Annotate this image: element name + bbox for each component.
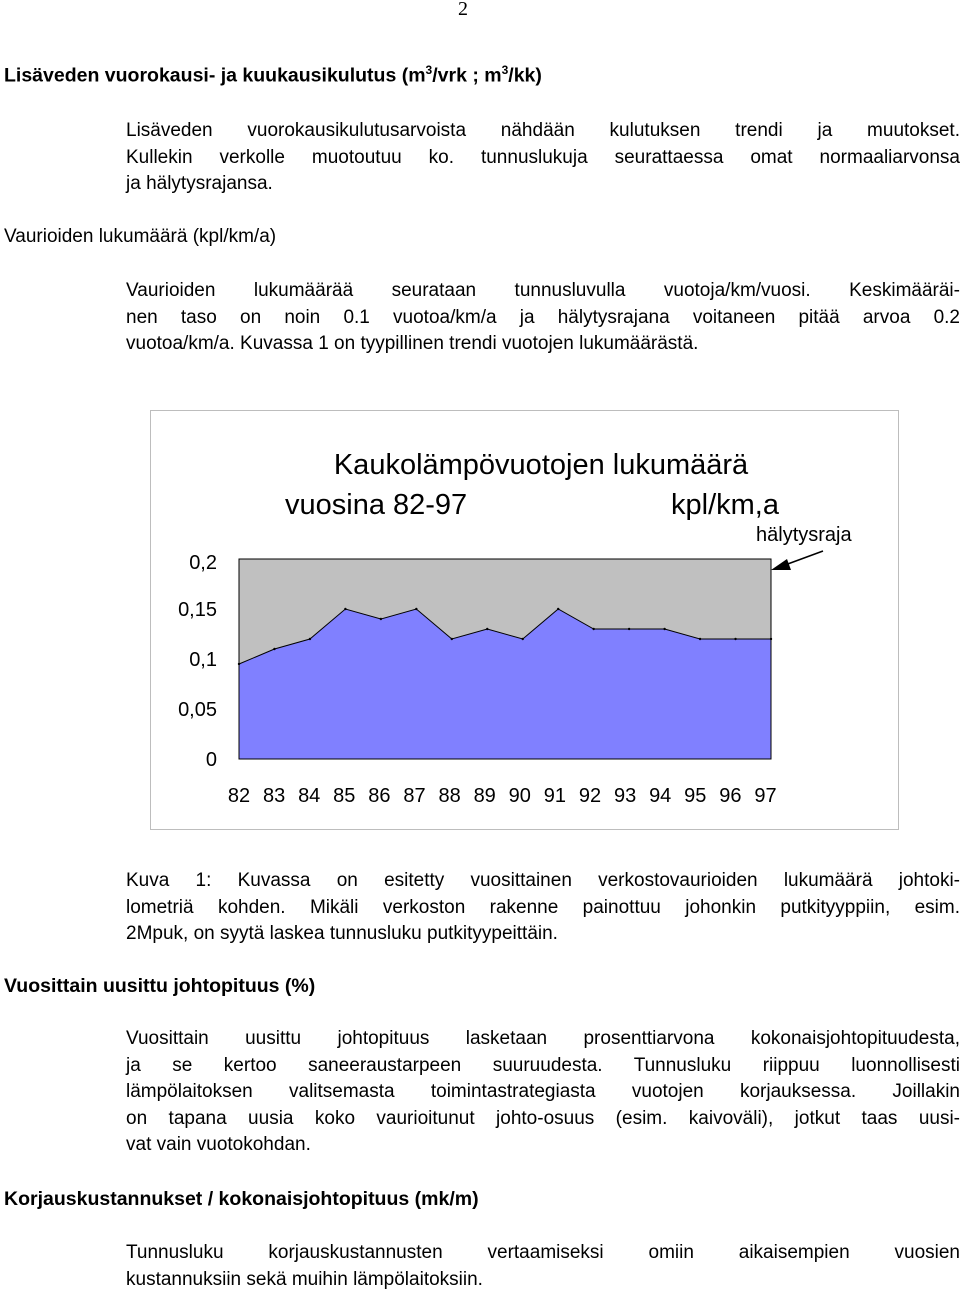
x-tick-label: 83 — [263, 785, 285, 807]
caption-line: 2Mpuk, on syytä laskea tunnusluku putkityypeittäin. — [126, 921, 960, 948]
x-tick-label: 86 — [368, 785, 390, 807]
data-point — [380, 618, 382, 620]
x-tick-label: 96 — [719, 785, 741, 807]
x-tick-label: 93 — [614, 785, 636, 807]
data-point — [344, 608, 346, 610]
x-tick-label: 82 — [228, 785, 250, 807]
annotation-arrow-line — [785, 551, 823, 565]
y-tick-label: 0 — [206, 749, 217, 771]
x-tick-label: 91 — [544, 785, 566, 807]
x-tick-label: 89 — [474, 785, 496, 807]
alarm-limit-annotation: hälytysraja — [756, 524, 852, 546]
paragraph-water-consumption — [126, 118, 960, 198]
x-tick-label: 84 — [298, 785, 320, 807]
text-line: Tunnusluku korjauskustannusten vertaamiseksi omiin aikaisempien vuosien — [126, 1240, 960, 1267]
x-tick-label: 88 — [438, 785, 460, 807]
section-heading-damage-count: Vaurioiden lukumäärä (kpl/km/a) — [4, 226, 276, 248]
text-line: on tapana uusia koko vaurioitunut johto-osuus (esim. kaivoväli), jotkut taas uusi- — [126, 1106, 960, 1133]
text-line: ja se kertoo saneeraustarpeen suuruudesta. Tunnusluku riippuu luonnollisesti — [126, 1053, 960, 1080]
data-point — [238, 663, 240, 665]
data-point — [486, 628, 488, 630]
section-heading-water-consumption: Lisäveden vuorokausi- ja kuukausikulutus ($m^3$/vrk ; $m^3/kk$) — [4, 63, 542, 88]
paragraph-repair-costs — [126, 1240, 960, 1293]
data-point — [770, 638, 772, 640]
text-line: Lisäveden vuorokausikulutusarvoista nähdään kulutuksen trendi ja muutokset. — [126, 118, 960, 145]
text-line: Vuosittain uusittu johtopituus lasketaan prosenttiarvona kokonaisjohtopituudesta, — [126, 1026, 960, 1053]
text-line: ja hälytysrajansa. — [126, 171, 960, 198]
section-heading-renewed-length: Vuosittain uusittu johtopituus (%) — [4, 975, 315, 998]
paragraph-damage-count — [126, 278, 960, 358]
paragraph-renewed-length — [126, 1026, 960, 1159]
y-tick-label: 0,15 — [178, 599, 217, 621]
text-line: kustannuksiin sekä muihin lämpölaitoksiin. — [126, 1267, 960, 1293]
leak-count-area-chart — [151, 411, 897, 828]
x-tick-label: 95 — [684, 785, 706, 807]
chart-unit-label: kpl/km,a — [671, 489, 780, 521]
x-tick-label: 87 — [403, 785, 425, 807]
text-line: Vaurioiden lukumäärää seurataan tunnusluvulla vuotoja/km/vuosi. Keskimääräi- — [126, 278, 960, 305]
x-tick-label: 85 — [333, 785, 355, 807]
chart-frame — [150, 410, 899, 830]
caption-line: lometriä kohden. Mikäli verkoston rakenne painottuu johonkin putkityyppiin, esim. — [126, 895, 960, 922]
chart-title: Kaukolämpövuotojen lukumäärä — [334, 449, 749, 481]
data-point — [699, 638, 701, 640]
y-tick-label: 0,05 — [178, 699, 217, 721]
data-point — [451, 638, 453, 640]
page-number: 2 — [458, 0, 478, 21]
chart-subtitle: vuosina 82-97 — [285, 489, 467, 521]
text-line: nen taso on noin 0.1 vuotoa/km/a ja hälytysrajana voitaneen pitää arvoa 0.2 — [126, 305, 960, 332]
x-tick-label: 90 — [509, 785, 531, 807]
data-point — [734, 638, 736, 640]
text-line: lämpölaitoksen valitsemasta toimintastrategiasta vuotojen korjauksessa. Joillakin — [126, 1079, 960, 1106]
annotation-arrowhead — [771, 559, 791, 570]
data-point — [628, 628, 630, 630]
data-point — [309, 638, 311, 640]
text-line: vuotoa/km/a. Kuvassa 1 on tyypillinen trendi vuotojen lukumäärästä. — [126, 331, 960, 358]
data-point — [592, 628, 594, 630]
data-point — [557, 608, 559, 610]
text-line: vat vain vuotokohdan. — [126, 1132, 960, 1159]
figure-caption — [126, 868, 960, 948]
section-heading-repair-costs: Korjauskustannukset / kokonaisjohtopituus (mk/m) — [4, 1188, 479, 1211]
data-point — [663, 628, 665, 630]
x-tick-label: 92 — [579, 785, 601, 807]
data-point — [273, 648, 275, 650]
x-tick-label: 97 — [754, 785, 776, 807]
data-point — [522, 638, 524, 640]
caption-line: Kuva 1: Kuvassa on esitetty vuosittainen verkostovaurioiden lukumäärä johtoki- — [126, 868, 960, 895]
text-line: Kullekin verkolle muotoutuu ko. tunnuslukuja seurattaessa omat normaaliarvonsa — [126, 145, 960, 172]
y-tick-label: 0,1 — [189, 649, 217, 671]
data-point — [415, 608, 417, 610]
x-tick-label: 94 — [649, 785, 671, 807]
y-tick-label: 0,2 — [189, 552, 217, 574]
